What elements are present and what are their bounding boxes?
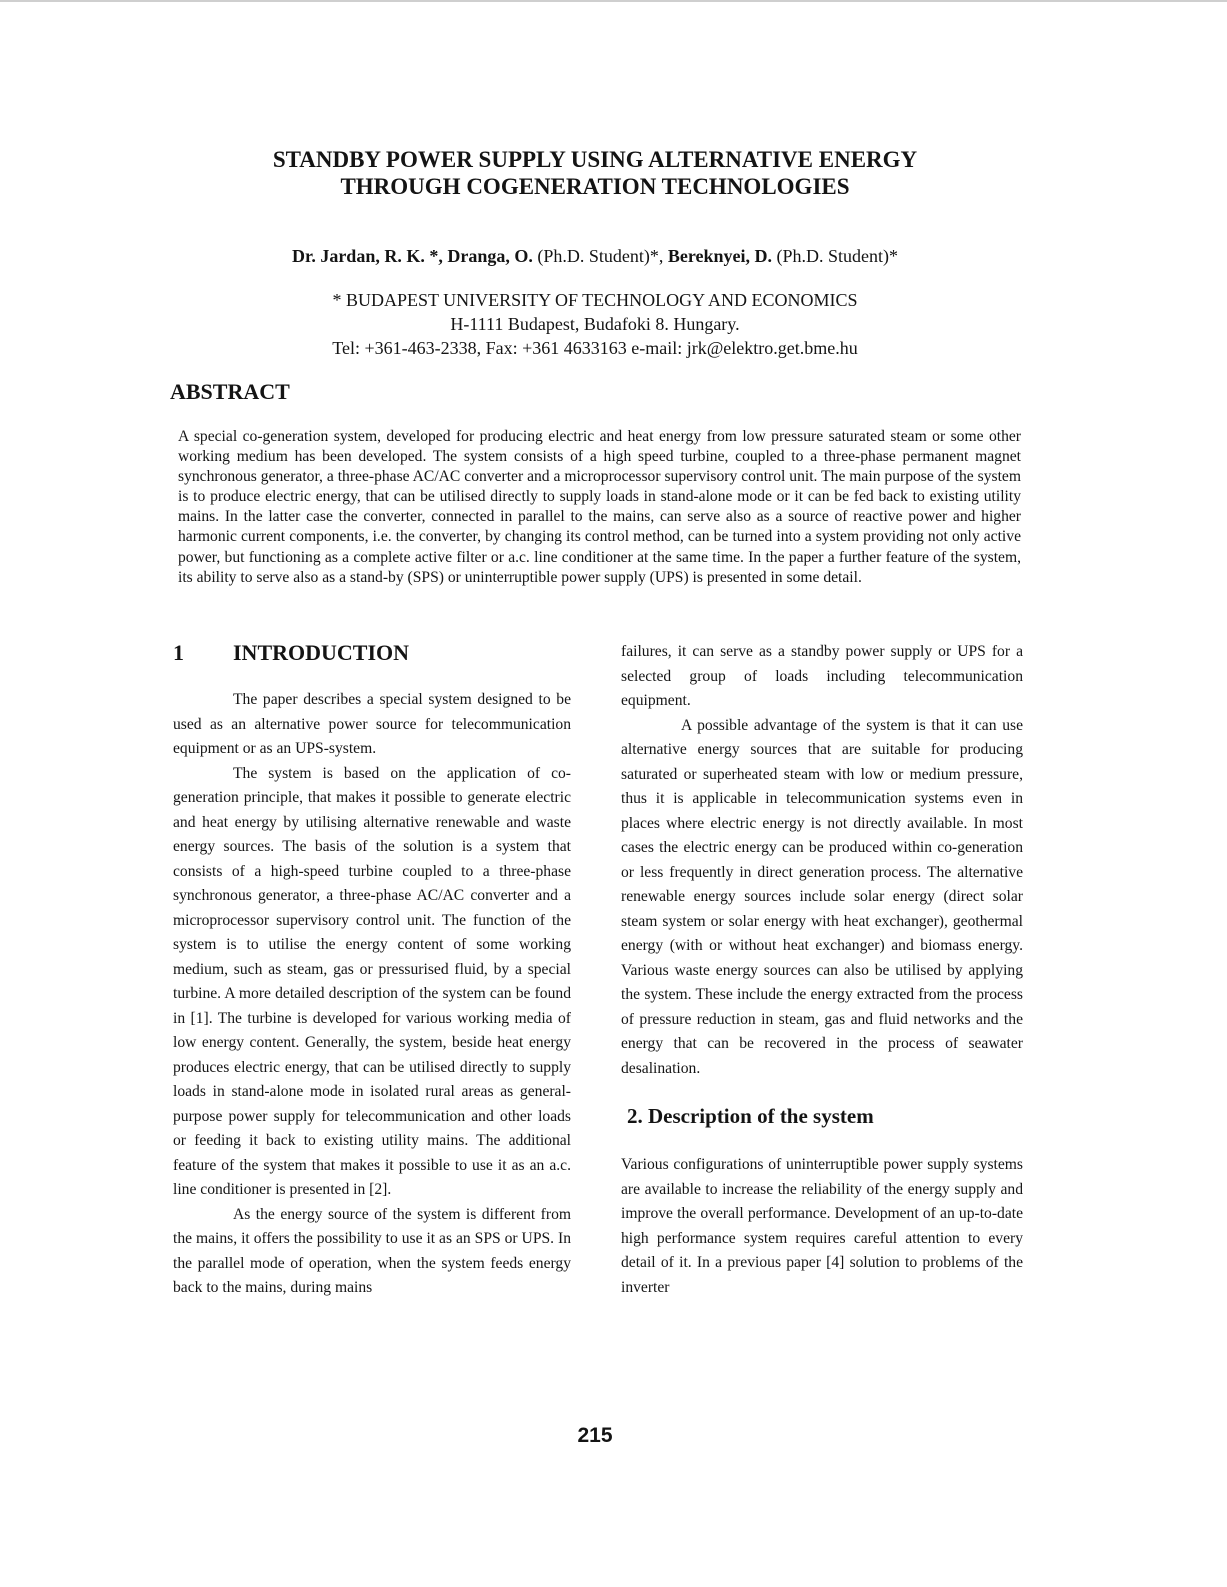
page-number: 215 — [577, 1424, 613, 1447]
section-1-heading — [173, 640, 571, 666]
abstract-text: A special co-generation system, developed for producing electric and heat energy from low pressure saturated steam or some other working medium has been developed. The system consists of a high speed turbine, coupled to a three-phase permanent magnet synchronous generator, a three-phase AC/AC converter and a microprocessor supervisory control unit. The main purpose of the system is to produce electric energy, that can be utilised directly to supply loads in stand-alone mode or it can be fed back to existing utility mains. In the latter case the converter, connected in parallel to the mains, can serve also as a source of reactive power and higher harmonic current components, i.e. the converter, by changing its control method, can be turned into a system providing not only active power, but functioning as a complete active filter or a.c. line conditioner at the same time. In the paper a further feature of the system, its ability to serve also as a stand-by (SPS) or uninterruptible power supply (UPS) is presented in some detail. — [178, 428, 1021, 586]
affiliation-address: H-1111 Budapest, Budafoki 8. Hungary. — [450, 314, 740, 334]
intro-paragraph-2: The system is based on the application of co-generation principle, that makes it possible to generate electric and heat energy by utilising alternative renewable and waste energy sources. The basis of the solution is a system that consists of a high-speed turbine coupled to a three-phase synchronous generator, a three-phase AC/AC converter and a microprocessor supervisory control unit. The function of the system is to utilise the energy content of some working medium, such as steam, gas or pressurised fluid, by a special turbine. A more detailed description of the system can be found in [1]. The turbine is developed for various working media of low energy content. Generally, the system, beside heat energy produces electric energy, that can be utilised directly to supply loads in stand-alone mode in isolated rural areas as general-purpose power supply for telecommunication and other loads or feeding it back to existing utility mains. The additional feature of the system that makes it possible to use it as an a.c. line conditioner is presented in [2]. — [173, 764, 571, 1198]
paper-title — [160, 146, 1030, 200]
left-column — [173, 640, 571, 1301]
top-rule — [0, 0, 1227, 2]
intro-paragraph-3-continued: failures, it can serve as a standby power supply or UPS for a selected group of loads including telecommunication equipment. — [621, 643, 1023, 709]
intro-paragraph-3: As the energy source of the system is different from the mains, it offers the possibility to use it as an SPS or UPS. In the parallel mode of operation, when the system feeds energy back to the mains, during mains — [173, 1205, 571, 1296]
affiliation-university: * BUDAPEST UNIVERSITY OF TECHNOLOGY AND ECONOMICS — [332, 290, 858, 310]
author-bereknyei-role: (Ph.D. Student)* — [776, 246, 899, 266]
author-dranga-role: (Ph.D. Student)*, — [537, 246, 664, 266]
section-2-title: Description of the system — [648, 1104, 874, 1128]
author-bereknyei: Bereknyei, D. — [667, 246, 773, 266]
intro-paragraph-4: A possible advantage of the system is that it can use alternative energy sources that are suitable for producing saturated or superheated steam with low or medium pressure, thus it is applicable in telecommunication systems even in places where electric energy is not directly available. In most cases the electric energy can be produced within co-generation or less frequently in direct generation process. The alternative renewable energy sources include solar energy (direct solar steam system or solar energy with heat exchanger), geothermal energy (with or without heat exchanger) and biomass energy. Various waste energy sources can also be utilised by applying the system. These include the energy extracted from the process of pressure reduction in steam, gas and fluid networks and the energy that can be recovered in the process of seawater desalination. — [621, 716, 1023, 1077]
affiliation-contact: Tel: +361-463-2338, Fax: +361 4633163 e-mail: jrk@elektro.get.bme.hu — [332, 338, 858, 358]
section-1-number: 1 — [173, 640, 184, 665]
author-dranga: Dranga, O. — [447, 246, 533, 266]
abstract-heading: ABSTRACT — [170, 379, 290, 404]
intro-paragraph-1: The paper describes a special system designed to be used as an alternative power source for telecommunication equipment or as an UPS-system. — [173, 691, 571, 757]
section-2-number: 2. — [627, 1104, 643, 1128]
author-list — [160, 244, 1030, 268]
affiliation — [160, 288, 1030, 360]
title-line-2: THROUGH COGENERATION TECHNOLOGIES — [340, 174, 850, 199]
section-1-title: INTRODUCTION — [233, 640, 410, 665]
author-jardan: Dr. Jardan, R. K. *, — [291, 246, 443, 266]
section-2-paragraph-1: Various configurations of uninterruptible power supply systems are available to increase the reliability of the energy supply and improve the overall performance. Development of an up-to-date high performance system requires careful attention to every detail of it. In a previous paper [4] solution to problems of the inverter — [621, 1156, 1023, 1296]
right-column — [621, 640, 1023, 1300]
title-line-1: STANDBY POWER SUPPLY USING ALTERNATIVE ENERGY — [272, 147, 918, 172]
section-2-heading — [627, 1103, 1023, 1129]
